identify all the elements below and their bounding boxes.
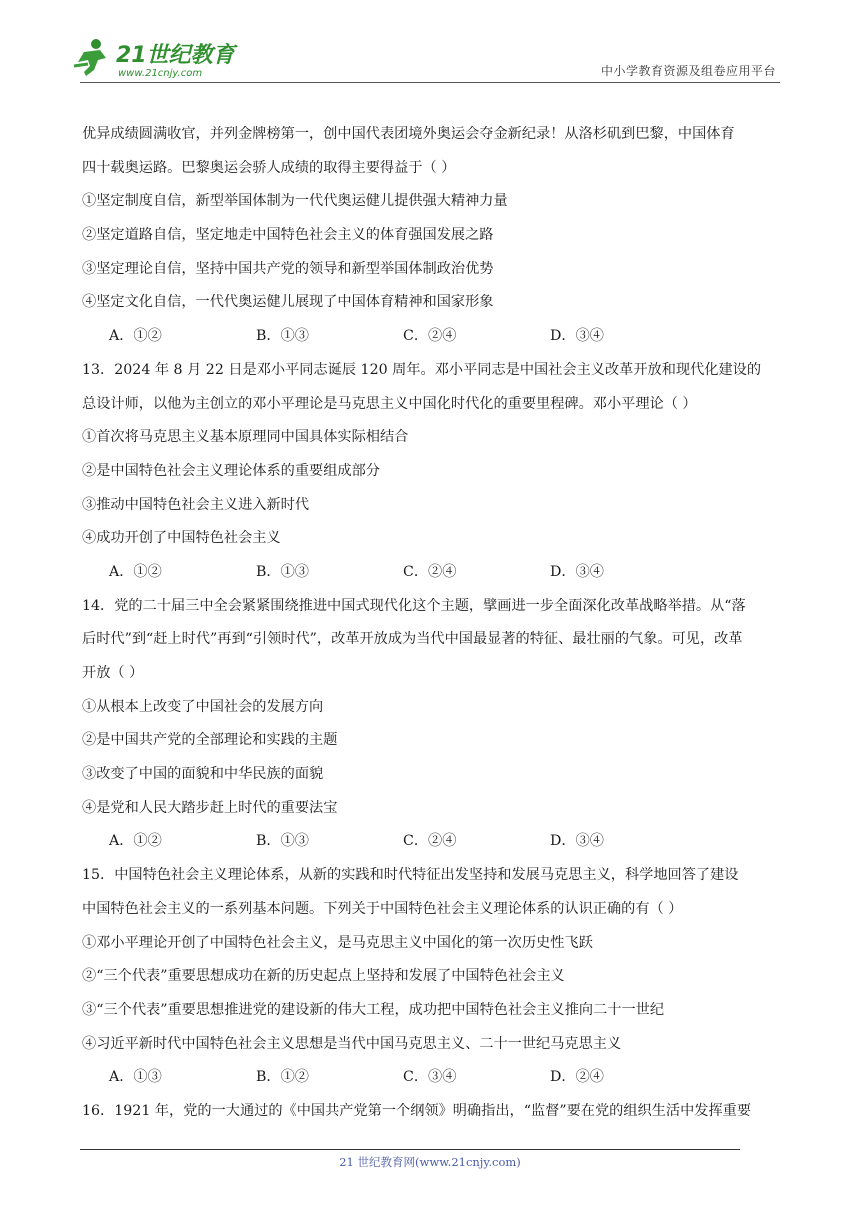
question-text: 优异成绩圆满收官，并列金牌榜第一，创中国代表团境外奥运会夺金新纪录！从洛杉矶到巴黎，中国体育 (82, 126, 735, 142)
answer-choice-a: A．①② (109, 328, 162, 345)
answer-choice-a: A．①② (109, 833, 162, 850)
statement-option: ④是党和人民大踏步赶上时代的重要法宝 (82, 799, 338, 816)
answer-choices (82, 320, 782, 354)
answer-choice-c: C．③④ (403, 1069, 457, 1086)
answer-choice-a: A．①② (109, 563, 162, 580)
question-text: 四十载奥运路。巴黎奥运会骄人成绩的取得主要得益于（ ） (82, 159, 456, 176)
question-text: 后时代”到“赶上时代”再到“引领时代”，改革开放成为当代中国最显著的特征、最壮丽的气象。可见，改革 (82, 631, 743, 648)
statement-option: ④坚定文化自信，一代代奥运健儿展现了中国体育精神和国家形象 (82, 294, 494, 311)
site-logo (70, 36, 240, 80)
question-text: 15．中国特色社会主义理论体系，从新的实践和时代特征出发坚持和发展马克思主义，科学地回答了建设 (82, 867, 739, 884)
question-text: 开放（ ） (82, 665, 144, 681)
page-header (70, 36, 790, 82)
header-divider (80, 82, 780, 83)
question-text: 总设计师，以他为主创立的邓小平理论是马克思主义中国化时代化的重要里程碑。邓小平理论（ ） (82, 395, 697, 412)
statement-option: ②是中国特色社会主义理论体系的重要组成部分 (82, 462, 380, 479)
statement-option: ②是中国共产党的全部理论和实践的主题 (82, 732, 338, 749)
statement-option: ①从根本上改变了中国社会的发展方向 (82, 698, 324, 715)
footer-text: 21 世纪教育网(www.21cnjy.com) (339, 1155, 521, 1169)
answer-choice-c: C．②④ (403, 328, 457, 345)
svg-text:www.21cnjy.com: www.21cnjy.com (118, 68, 203, 79)
question-text: 14．党的二十届三中全会紧紧围绕推进中国式现代化这个主题，擘画进一步全面深化改革战略举措。从“落 (82, 597, 746, 614)
footer-divider (80, 1149, 740, 1150)
statement-option: ④成功开创了中国特色社会主义 (82, 530, 281, 547)
answer-choice-c: C．②④ (403, 833, 457, 850)
statement-option: ③坚定理论自信，坚持中国共产党的领导和新型举国体制政治优势 (82, 260, 494, 277)
answer-choice-d: D．③④ (550, 833, 604, 850)
answer-choices (82, 1061, 782, 1095)
statement-option: ③改变了中国的面貌和中华民族的面貌 (82, 766, 324, 783)
statement-option: ①邓小平理论开创了中国特色社会主义，是马克思主义中国化的第一次历史性飞跃 (82, 934, 593, 951)
platform-title: 中小学教育资源及组卷应用平台 (600, 64, 776, 78)
statement-option: ①首次将马克思主义基本原理同中国具体实际相结合 (82, 429, 409, 446)
statement-option: ③“三个代表”重要思想推进党的建设新的伟大工程，成功把中国特色社会主义推向二十一世纪 (82, 1001, 665, 1018)
question-body (82, 118, 782, 1129)
statement-option: ①坚定制度自信，新型举国体制为一代代奥运健儿提供强大精神力量 (82, 193, 508, 210)
answer-choice-b: B．①③ (256, 328, 309, 345)
statement-option: ③推动中国特色社会主义进入新时代 (82, 496, 310, 513)
question-text: 16．1921 年，党的一大通过的《中国共产党第一个纲领》明确指出，“监督”要在党的组织生活中发挥重要 (82, 1102, 752, 1119)
answer-choice-d: D．②④ (550, 1069, 604, 1086)
question-text: 13．2024 年 8 月 22 日是邓小平同志诞辰 120 周年。邓小平同志是中国社会主义改革开放和现代化建设的 (82, 361, 762, 378)
answer-choices (82, 556, 782, 590)
answer-choice-a: A．①③ (109, 1069, 162, 1086)
answer-choice-b: B．①③ (256, 563, 309, 580)
svg-text:21世纪教育: 21世纪教育 (116, 43, 235, 68)
answer-choice-b: B．①③ (256, 833, 309, 850)
statement-option: ②“三个代表”重要思想成功在新的历史起点上坚持和发展了中国特色社会主义 (82, 968, 565, 985)
answer-choice-c: C．②④ (403, 563, 457, 580)
runner-icon (74, 39, 106, 76)
answer-choice-b: B．①② (256, 1069, 309, 1086)
statement-option: ②坚定道路自信，坚定地走中国特色社会主义的体育强国发展之路 (82, 227, 494, 244)
answer-choices (82, 825, 782, 859)
answer-choice-d: D．③④ (550, 563, 604, 580)
answer-choice-d: D．③④ (550, 328, 604, 345)
statement-option: ④习近平新时代中国特色社会主义思想是当代中国马克思主义、二十一世纪马克思主义 (82, 1035, 622, 1052)
question-text: 中国特色社会主义的一系列基本问题。下列关于中国特色社会主义理论体系的认识正确的有（ ） (82, 900, 683, 917)
